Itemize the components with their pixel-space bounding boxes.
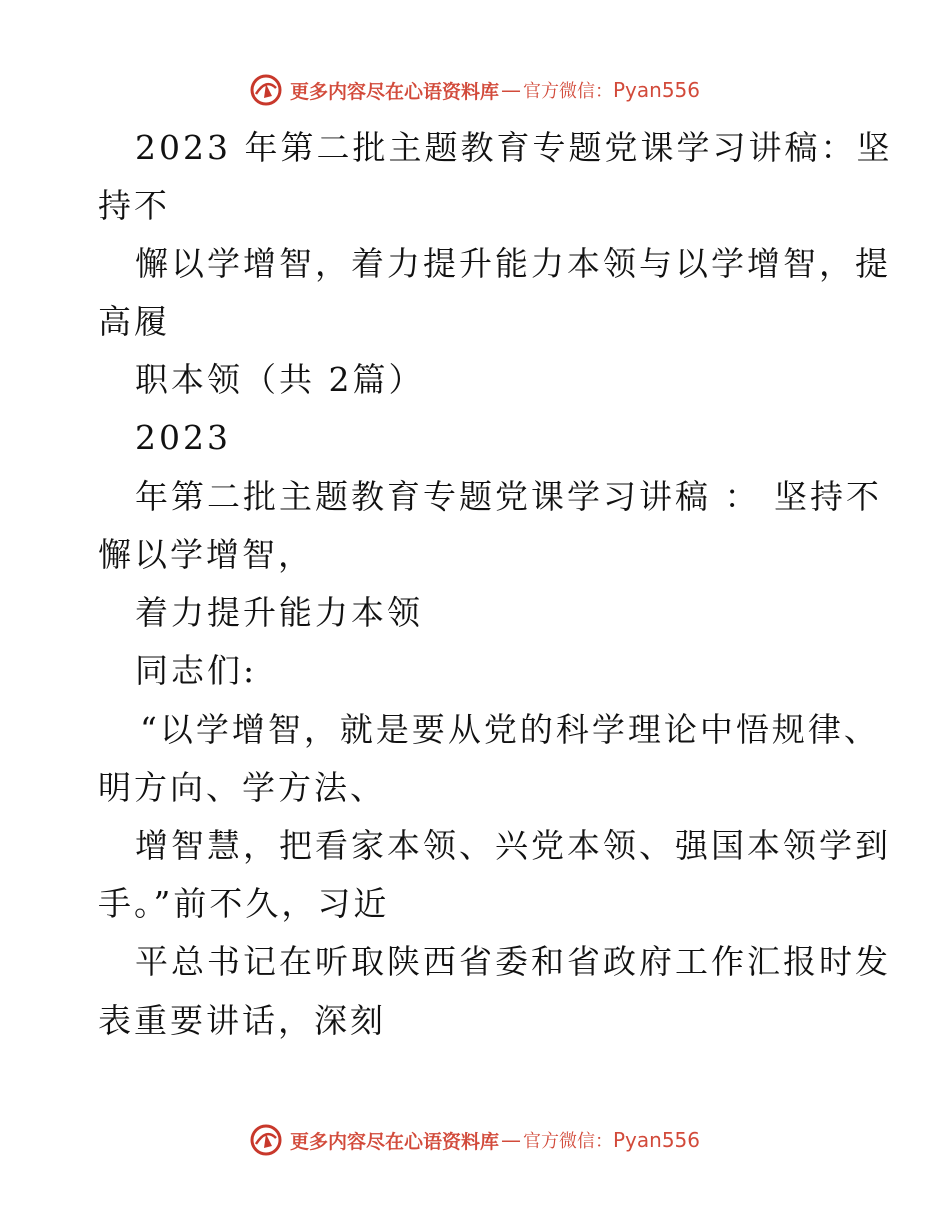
text-line: 同志们:	[135, 651, 258, 690]
logo-icon	[250, 1124, 282, 1156]
text-line: “以学增智，就是要从党的科学理论中悟规律、	[140, 710, 880, 749]
text-line: 懈以学增智，着力提升能力本领与以学增智，提	[135, 244, 891, 283]
text-line: 年第二批主题教育专题党课学习讲稿 ： 坚持不	[135, 477, 882, 516]
text-line: 着力提升能力本领	[135, 593, 423, 632]
text-line: 持不	[98, 186, 170, 225]
watermark-main: 更多内容尽在心语资料库	[289, 1130, 499, 1153]
text-line: 2023 年第二批主题教育专题党课学习讲稿：坚	[135, 128, 893, 167]
watermark-dash: —	[501, 78, 521, 102]
text-line: 职本领（共 2篇）	[135, 360, 425, 399]
header-watermark	[0, 70, 950, 110]
watermark-id: Pyan556	[613, 78, 701, 102]
text-line: 手。”前不久，习近	[98, 884, 390, 923]
watermark-dash: —	[501, 1128, 521, 1152]
text-line: 平总书记在听取陕西省委和省政府工作汇报时发	[135, 942, 891, 981]
text-line: 高履	[98, 302, 170, 341]
watermark-id: Pyan556	[613, 1128, 701, 1152]
text-line: 增智慧，把看家本领、兴党本领、强国本领学到	[135, 826, 891, 865]
watermark-sub: 官方微信：	[523, 81, 613, 102]
text-line: 表重要讲话，深刻	[98, 1001, 386, 1040]
watermark-text	[290, 77, 700, 104]
footer-watermark	[0, 1120, 950, 1160]
watermark-text	[290, 1127, 700, 1154]
text-line: 明方向、学方法、	[98, 768, 386, 807]
logo-icon	[250, 74, 282, 106]
watermark-main: 更多内容尽在心语资料库	[289, 80, 499, 103]
text-line: 2023	[135, 418, 231, 457]
watermark-sub: 官方微信：	[523, 1131, 613, 1152]
text-line: 懈以学增智，	[98, 535, 314, 574]
